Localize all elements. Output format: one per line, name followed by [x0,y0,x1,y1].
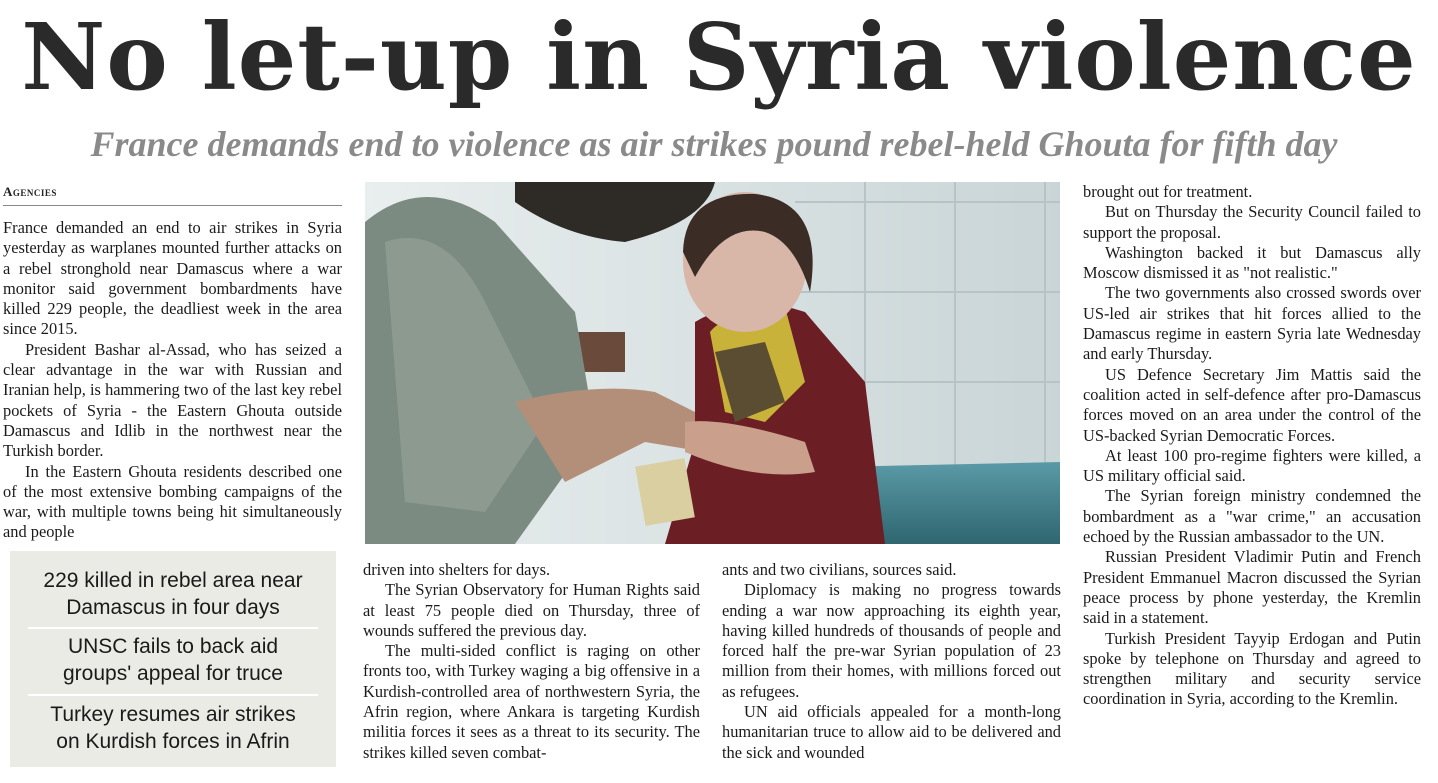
paragraph: driven into shelters for days. [363,560,551,579]
paragraph: The Syrian foreign ministry condemned the bombardment as a "war crime," an accusation echoed by the Russian ambassador to the UN. [1083,486,1421,547]
photo-injured-child-icon [365,182,1060,544]
byline: Agencies [3,184,57,199]
paragraph: Turkish President Tayyip Erdogan and Putin spoke by telephone on Thursday and agreed to strengthen military and security service coordination in Syria, according to the Kremlin. [1083,628,1421,709]
byline-rule [3,205,342,206]
article-column-4 [1083,182,1421,777]
paragraph: The two governments also crossed swords over US-led air strikes that hit forces allied to the Damascus regime in eastern Syria late Wednesday and early Thursday. [1083,283,1421,364]
fact-item-3: Turkey resumes air strikes on Kurdish forces in Afrin [50,703,296,753]
news-photo [365,182,1060,544]
paragraph: ants and two civilians, sources said. [722,560,957,579]
subheadline: France demands end to violence as air strikes pound rebel-held Ghouta for fifth day [90,124,1338,164]
article-column-2 [363,560,700,770]
paragraph: France demanded an end to air strikes in Syria yesterday as warplanes mounted further attacks on a rebel stronghold near Damascus where a war monitor said government bombardments have killed 229 people, the deadliest week in the area since 2015. [3,218,342,339]
divider [28,694,318,696]
paragraph: UN aid officials appealed for a month-long humanitarian truce to allow aid to be delivered and the sick and wounded [722,702,1061,762]
paragraph: Russian President Vladimir Putin and French President Emmanuel Macron discussed the Syrian peace process by phone yesterday, the Kremlin said in a statement. [1083,547,1421,628]
fact-item-2: UNSC fails to back aid groups' appeal for truce [63,635,283,685]
fact-item-1: 229 killed in rebel area near Damascus in four days [43,569,303,619]
paragraph: At least 100 pro-regime fighters were killed, a US military official said. [1083,445,1421,486]
paragraph: Washington backed it but Damascus ally Moscow dismissed it as "not realistic." [1083,242,1421,283]
paragraph: But on Thursday the Security Council failed to support the proposal. [1083,202,1421,242]
paragraph: US Defence Secretary Jim Mattis said the coalition acted in self-defence after pro-Damascus forces moved on an area under the control of the US-backed Syrian Democratic Forces. [1083,364,1421,445]
paragraph: The Syrian Observatory for Human Rights said at least 75 people died on Thursday, three of wounds suffered the previous day. [363,580,700,640]
paragraph: Diplomacy is making no progress towards ending a war now approaching its eighth year, having killed hundreds of thousands of people and forced half the pre-war Syrian population of 23 million from their homes, with millions forced out as refugees. [722,580,1061,701]
paragraph: President Bashar al-Assad, who has seized a clear advantage in the war with Russian and Iranian help, is hammering two of the last key rebel pockets of Syria - the Eastern Ghouta outside Damascus and Idlib in the northwest near the Turkish border. [3,339,342,461]
article-column-3 [722,560,1061,770]
article-column-1 [3,218,342,542]
paragraph: The multi-sided conflict is raging on other fronts too, with Turkey waging a big offensive in a Kurdish-controlled area of northwestern Syria, the Afrin region, where Ankara is targeting Kurdish militia forces it sees as a threat to its security. The strikes killed seven combat- [363,641,700,762]
paragraph: brought out for treatment. [1083,182,1253,201]
headline: No let-up in Syria violence [21,3,1417,111]
divider [28,627,318,629]
paragraph: In the Eastern Ghouta residents described one of the most extensive bombing campaigns of the war, with multiple towns being hit simultaneously and people [3,461,342,542]
fact-box [10,551,336,767]
